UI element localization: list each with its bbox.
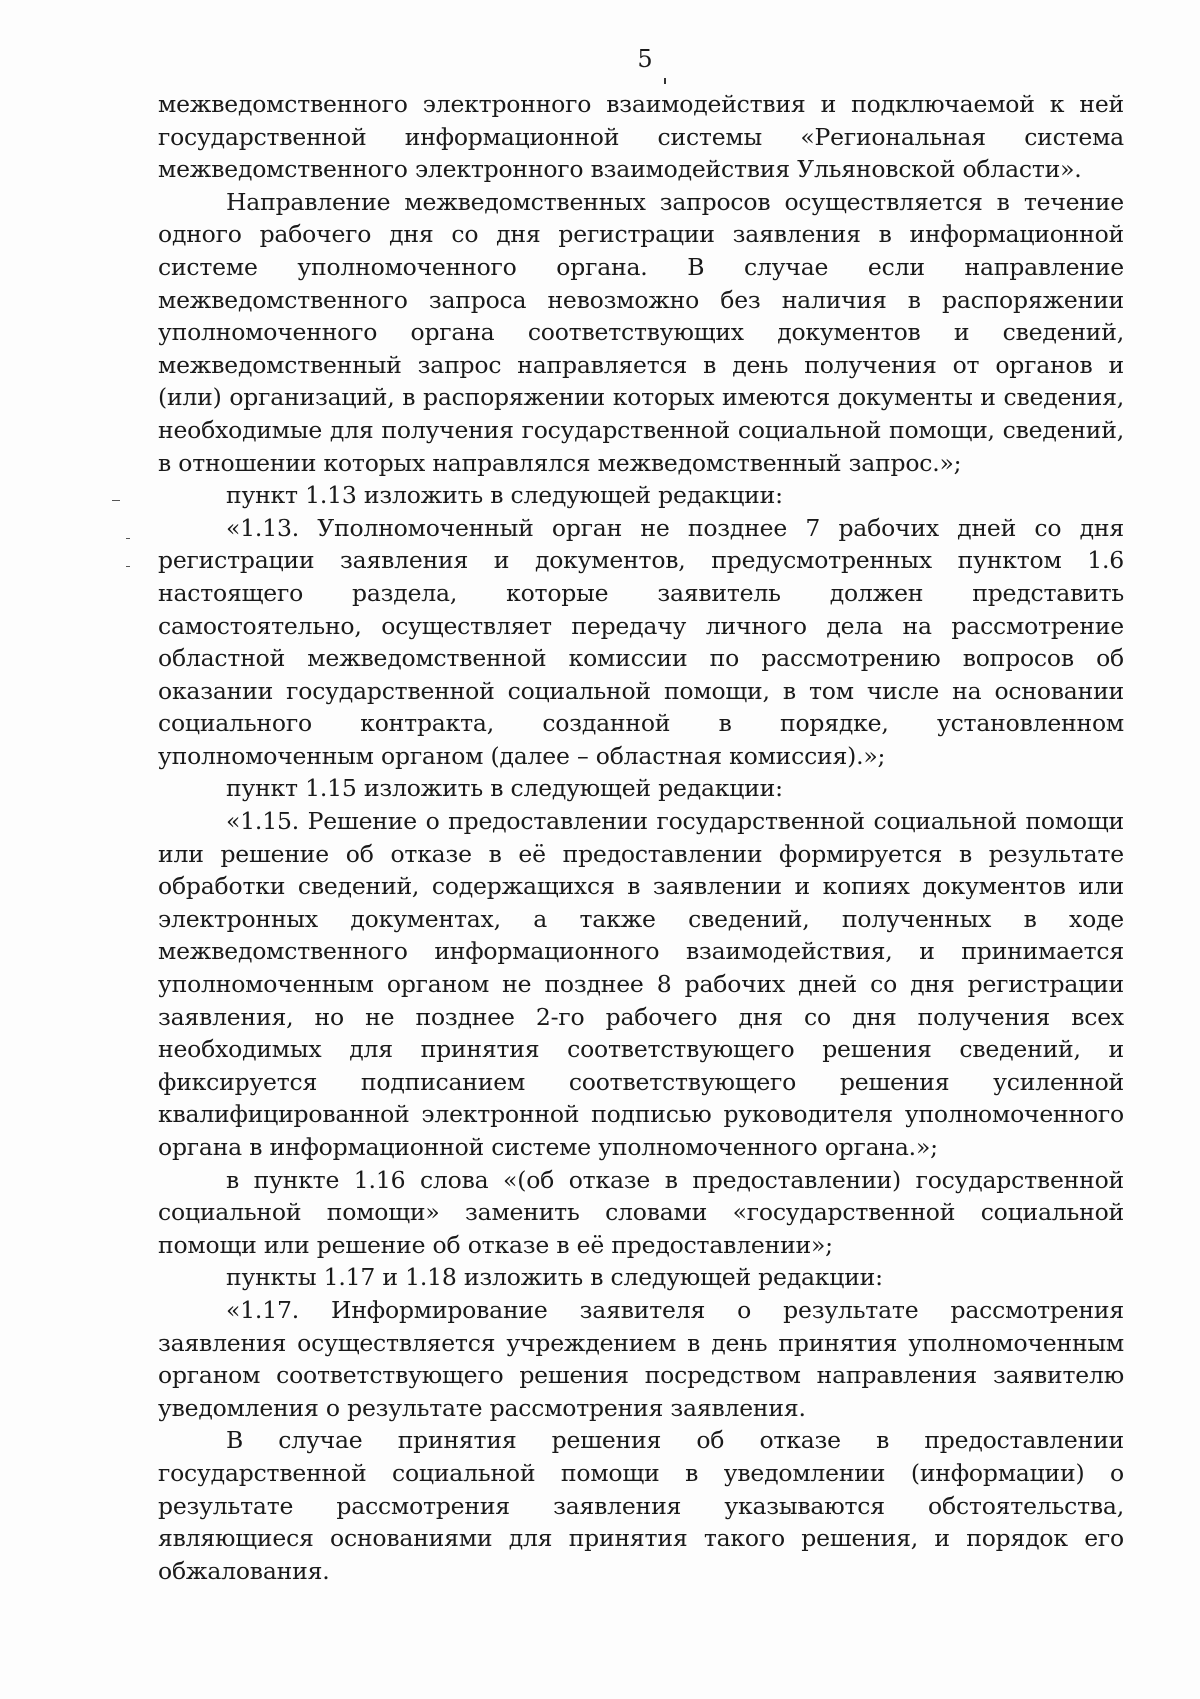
- paragraph: «1.13. Уполномоченный орган не позднее 7 рабочих дней со дня регистрации заявления и документов, предусмотренных пунктом 1.6 настоящего раздела, которые заявитель должен представить самостоятельно, осуществляет передачу личного дела на рассмотрение областной межведомственной комиссии по рассмотрению вопросов об оказании государственной социальной помощи, в том числе на основании социального контракта, созданной в порядке, установленном уполномоченным органом (далее – областная комиссия).»;: [158, 513, 1124, 770]
- paragraph: «1.17. Информирование заявителя о результате рассмотрения заявления осуществляется учреждением в день принятия уполномоченным органом соответствующего решения посредством направления заявителю уведомления о результате рассмотрения заявления.: [158, 1295, 1124, 1422]
- paragraph: «1.15. Решение о предоставлении государственной социальной помощи или решение об отказе в её предоставлении формируется в результате обработки сведений, содержащихся в заявлении и копиях документов или электронных документах, а также сведений, полученных в ходе межведомственного информационного взаимодействия, и принимается уполномоченным органом не позднее 8 рабочих дней со дня регистрации заявления, но не позднее 2-го рабочего дня со дня получения всех необходимых для принятия соответствующего решения сведений, и фиксируется подписанием соответствующего решения усиленной квалифицированной электронной подписью руководителя уполномоченного органа в информационной системе уполномоченного органа.»;: [158, 807, 1124, 1161]
- paragraph: пункты 1.17 и 1.18 изложить в следующей редакции:: [226, 1263, 883, 1292]
- page-number: 5: [637, 45, 653, 73]
- paragraph: Направление межведомственных запросов осуществляется в течение одного рабочего дня со дня регистрации заявления в информационной системе уполномоченного органа. В случае если направление межведомственного запроса невозможно без наличия в распоряжении уполномоченного органа соответствующих документов и сведений, межведомственный запрос направляется в день получения от органов и (или) организаций, в распоряжении которых имеются документы и сведения, необходимые для получения государственной социальной помощи, сведений, в отношении которых направлялся межведомственный запрос.»;: [158, 187, 1124, 477]
- paragraph: межведомственного электронного взаимодействия и подключаемой к ней государственной информационной системы «Региональная система межведомственного электронного взаимодействия Ульяновской области».: [158, 90, 1124, 184]
- paragraph: В случае принятия решения об отказе в предоставлении государственной социальной помощи в уведомлении (информации) о результате рассмотрения заявления указываются обстоятельства, являющиеся основаниями для принятия такого решения, и порядок его обжалования.: [158, 1426, 1124, 1585]
- scan-mark: [126, 538, 130, 539]
- paragraph: пункт 1.13 изложить в следующей редакции:: [226, 481, 783, 510]
- document-body: [158, 88, 1124, 1587]
- paragraph: пункт 1.15 изложить в следующей редакции:: [226, 774, 783, 803]
- scan-mark: [126, 566, 130, 567]
- paragraph: в пункте 1.16 слова «(об отказе в предоставлении) государственной социальной помощи» заменить словами «государственной социальной помощи или решение об отказе в её предоставлении»;: [158, 1165, 1124, 1259]
- scan-mark: [112, 500, 120, 501]
- scan-mark: [664, 78, 666, 84]
